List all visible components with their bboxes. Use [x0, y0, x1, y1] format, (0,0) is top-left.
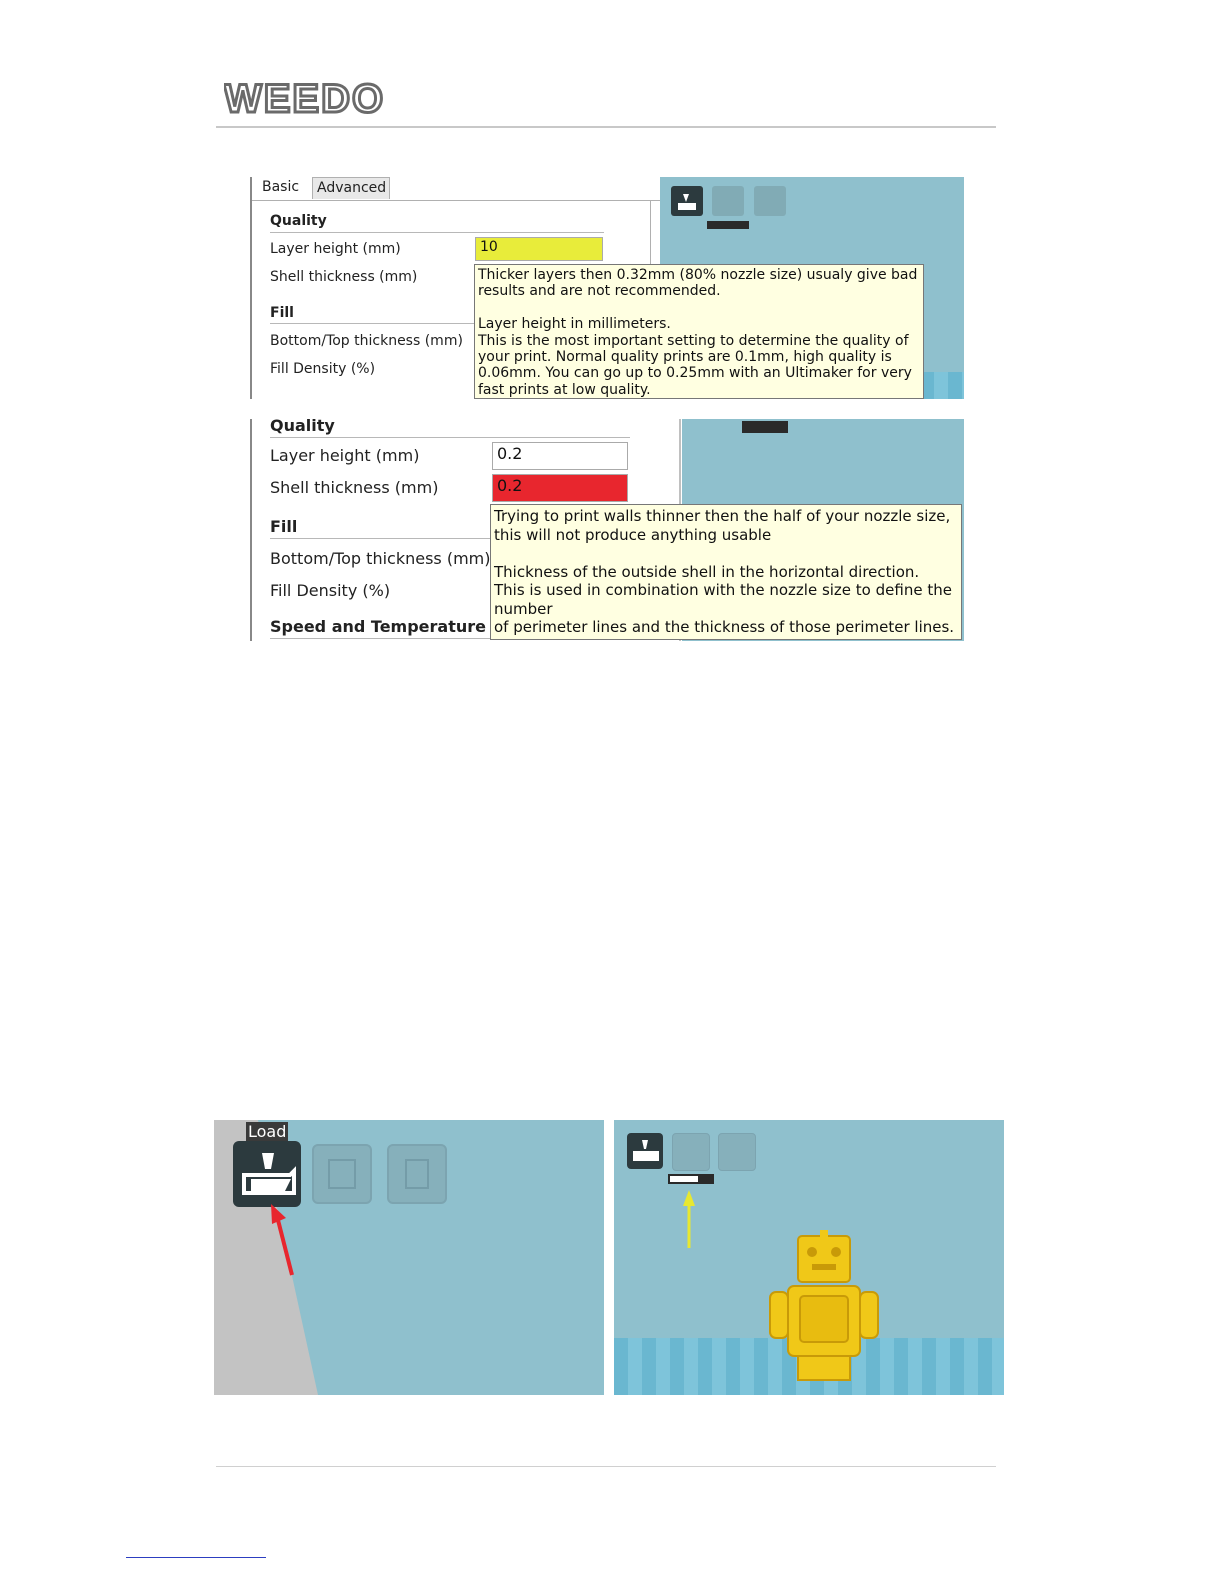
- fill-density-label: Fill Density (%): [270, 581, 391, 600]
- layer-height-tooltip: Thicker layers then 0.32mm (80% nozzle size) usualy give bad results and are not recommended. Layer height in millimeters. This is the most important setting to determine the quality of your print. Normal quality prints are 0.1mm, high quality is 0.06mm. You can go up to 0.25mm with an Ultimaker for very fast prints at low quality.: [474, 264, 924, 399]
- layer-height-input[interactable]: 10: [475, 237, 603, 261]
- progress-bar: [707, 221, 749, 229]
- sd-button[interactable]: [754, 186, 786, 216]
- save-button[interactable]: [712, 186, 744, 216]
- red-arrow: [214, 1120, 604, 1395]
- layer-height-label: Layer height (mm): [270, 241, 401, 257]
- tab-border: [252, 200, 662, 201]
- shell-thickness-input[interactable]: 0.2: [492, 474, 628, 502]
- speed-temperature-header: Speed and Temperature: [270, 617, 486, 636]
- viewport-load: [214, 1120, 604, 1395]
- footer-link-underline: [126, 1557, 266, 1558]
- quality-header: Quality: [270, 213, 327, 229]
- build-plate: [920, 372, 964, 399]
- fill-divider: [270, 538, 495, 539]
- robot-model: [754, 1230, 894, 1390]
- bottom-top-label: Bottom/Top thickness (mm): [270, 333, 463, 349]
- speed-divider: [270, 638, 495, 639]
- quality-divider: [270, 437, 630, 438]
- load-icon: [671, 186, 703, 216]
- layer-height-label: Layer height (mm): [270, 446, 420, 465]
- tab-basic[interactable]: Basic: [262, 179, 300, 195]
- load-tooltip: Load: [248, 1122, 287, 1141]
- tab-advanced[interactable]: Advanced: [312, 177, 390, 199]
- load-button[interactable]: [671, 186, 703, 216]
- header-divider: [216, 126, 996, 128]
- fill-divider: [270, 323, 480, 324]
- quality-header: Quality: [270, 419, 335, 435]
- fill-header: Fill: [270, 517, 298, 536]
- footer-divider: [216, 1466, 996, 1467]
- weedo-logo: [224, 78, 424, 118]
- shell-thickness-label: Shell thickness (mm): [270, 269, 418, 285]
- shell-thickness-tooltip: Trying to print walls thinner then the half of your nozzle size, this will not produce anything usable Thickness of the outside shell in the horizontal direction. This is used in combination with the nozzle size to define the number of perimeter lines and the thickness of those perimeter lines.: [490, 504, 962, 640]
- layer-height-input[interactable]: 0.2: [492, 442, 628, 470]
- fill-header: Fill: [270, 305, 294, 321]
- bottom-top-label: Bottom/Top thickness (mm): [270, 549, 491, 568]
- quality-divider: [270, 232, 604, 233]
- logo-text: WEEDO: [224, 78, 386, 118]
- fill-density-label: Fill Density (%): [270, 361, 376, 377]
- shell-thickness-label: Shell thickness (mm): [270, 478, 439, 497]
- viewport-loaded: [614, 1120, 1004, 1395]
- progress-bar: [742, 421, 788, 433]
